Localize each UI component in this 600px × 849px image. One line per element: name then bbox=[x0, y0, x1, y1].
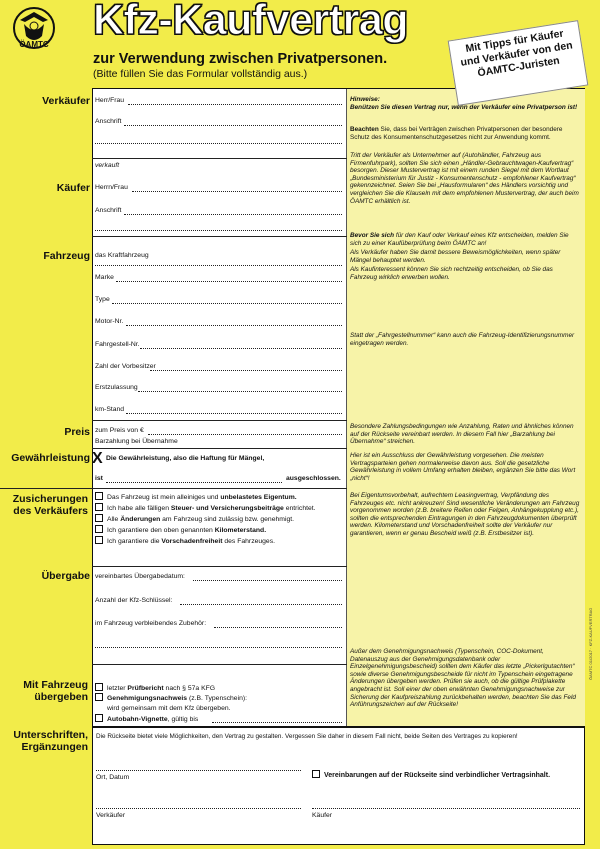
verkaeufer-info: Als Verkäufer haben Sie damit bessere Beweismöglichkeiten, wenn später Mängel behauptet werden. bbox=[350, 249, 561, 264]
kaufinteressent-info: Als Kaufinteressent können Sie sich rechtzeitig entscheiden, ob Sie das Fahrzeug wirklich erwerben wollen. bbox=[350, 266, 553, 281]
section-unterschriften: Unterschriften, Ergänzungen bbox=[13, 729, 88, 753]
anschrift-label: Anschrift bbox=[95, 118, 122, 125]
checkbox[interactable] bbox=[95, 492, 103, 500]
hinweise-block bbox=[350, 96, 580, 111]
uebergabedatum-field[interactable] bbox=[193, 580, 342, 581]
anschrift2-label: Anschrift bbox=[95, 207, 122, 214]
vignette-item[interactable] bbox=[95, 714, 198, 726]
section-preis: Preis bbox=[64, 426, 90, 438]
hinweise-title: Hinweise: bbox=[350, 96, 380, 103]
zubehoer-line2[interactable] bbox=[95, 647, 342, 648]
z3-post: am Fahrzeug sind zulässig bzw. genehmigt. bbox=[160, 516, 295, 523]
checkbox[interactable] bbox=[95, 693, 103, 701]
separator bbox=[92, 236, 347, 237]
z5-text: Ich garantiere die bbox=[107, 538, 162, 545]
verkaeufer-sig-label: Verkäufer bbox=[96, 812, 126, 819]
checkbox[interactable] bbox=[312, 770, 320, 778]
z2-post: entrichtet. bbox=[283, 505, 316, 512]
marke-label: Marke bbox=[95, 274, 114, 281]
preis-info: Besondere Zahlungsbedingungen wie Anzahlung, Raten und ähnliches können auf der Rückseite vereinbart werden. In diesem Fall hier „Barzahlung bei Übernahme“ streichen. bbox=[350, 423, 574, 446]
section-kaeufer: Käufer bbox=[56, 182, 90, 194]
vignette-field[interactable] bbox=[212, 722, 342, 723]
tips-badge: Mit Tipps für Käufer und Verkäufer von den ÖAMTC-Juristen bbox=[448, 20, 589, 106]
preis-label: zum Preis von € bbox=[95, 427, 144, 434]
beachten-block bbox=[350, 126, 580, 141]
entscheiden-body: für den Kauf oder Verkauf eines Kfz entscheiden, melden Sie sich zu einer Kaufüberprüfung beim ÖAMTC an! bbox=[350, 232, 569, 247]
kmstand-label: km-Stand bbox=[95, 406, 125, 413]
z1-bold: unbelastetes Eigentum. bbox=[220, 494, 297, 501]
gewaehrleistung-text: Die Gewährleistung, also die Haftung für Mängel, bbox=[106, 455, 265, 462]
schluessel-field[interactable] bbox=[180, 604, 342, 605]
buyer-name-field[interactable] bbox=[132, 191, 342, 192]
herr-frau-label: Herr/Frau bbox=[95, 97, 125, 104]
z2-text: Ich habe alle fälligen bbox=[107, 505, 171, 512]
seller-address-field[interactable] bbox=[124, 125, 342, 126]
ort-datum-field[interactable] bbox=[96, 770, 301, 771]
zusicherung-kilometer[interactable] bbox=[95, 525, 266, 537]
fahrgestell-field[interactable] bbox=[140, 348, 342, 349]
separator bbox=[92, 566, 347, 567]
m2-bold: Genehmigungsnachweis bbox=[107, 695, 188, 702]
vehicle-line[interactable] bbox=[95, 265, 342, 266]
logo-text: ÖAMTC bbox=[19, 40, 49, 49]
vorbesitzer-field[interactable] bbox=[150, 370, 342, 371]
fill-note: (Bitte füllen Sie das Formular vollständig aus.) bbox=[93, 68, 308, 80]
section-verkaeufer: Verkäufer bbox=[42, 95, 90, 107]
zusicherung-eigentum[interactable] bbox=[95, 492, 297, 504]
z4-bold: Kilometerstand. bbox=[214, 527, 267, 534]
unternehmer-block: Tritt der Verkäufer als Unternehmer auf (Autohändler, Fahrzeug aus Firmenfuhrpark), sollten Sie sich einen „Händler-Gebrauchtwagen-Kaufvertrag“ besorgen. Dieser Mustervertrag ist mit einem runden Siegel mit dem Wortlaut „Bundesministerium für Justiz - Konsumentenschutz - empfohlener Kaufvertrag“ gekennzeichnet. Seien Sie bei „Hausformularen“ des Händlers vorsichtig und vergleichen Sie die Klauseln mit dem empfohlenen Mustervertrag, der auch beim ÖAMTC erhältlich ist. bbox=[350, 152, 579, 205]
page-subtitle: zur Verwendung zwischen Privatpersonen. bbox=[93, 51, 388, 67]
m1-text: letzter bbox=[107, 685, 128, 692]
hinweise-body: Benützen Sie diesen Vertrag nur, wenn der Verkäufer eine Privatperson ist! bbox=[350, 103, 578, 111]
checkbox[interactable] bbox=[95, 514, 103, 522]
checkbox[interactable] bbox=[95, 536, 103, 544]
zusicherung-aenderungen[interactable] bbox=[95, 514, 294, 526]
rueckseite-item[interactable] bbox=[312, 770, 550, 782]
z3-bold: Änderungen bbox=[120, 516, 161, 523]
kraftfahrzeug-label: das Kraftfahrzeug bbox=[95, 252, 149, 259]
zusicherung-vorschaden[interactable] bbox=[95, 536, 275, 548]
zubehoer-field[interactable] bbox=[214, 627, 342, 628]
beachten-body: Sie, dass bei Verträgen zwischen Privatpersonen der besondere Schutz des Konsumentenschutzgesetzes nicht zur Anwendung kommt. bbox=[350, 126, 563, 141]
checkbox[interactable] bbox=[95, 683, 103, 691]
checkbox[interactable] bbox=[95, 714, 103, 722]
fahrgestell-label: Fahrgestell-Nr. bbox=[95, 341, 140, 348]
seller-name-field[interactable] bbox=[128, 104, 342, 105]
schluessel-label: Anzahl der Kfz-Schlüssel: bbox=[95, 597, 173, 604]
gewaehrleistung-checkmark[interactable]: X bbox=[92, 450, 103, 467]
zusicherung-steuer[interactable] bbox=[95, 503, 316, 515]
motor-field[interactable] bbox=[126, 325, 342, 326]
verkauft-label: verkauft bbox=[95, 162, 120, 169]
kaeufer-sig-label: Käufer bbox=[312, 812, 333, 819]
marke-field[interactable] bbox=[116, 281, 342, 282]
m1-bold: Prüfbericht bbox=[127, 685, 164, 692]
beachten-bold: Beachten bbox=[350, 126, 379, 133]
separator bbox=[92, 448, 347, 449]
genehmigung-sub: wird gemeinsam mit dem Kfz übergeben. bbox=[107, 705, 231, 712]
kaeufer-signature-field[interactable] bbox=[312, 808, 580, 809]
z3-text: Alle bbox=[107, 516, 121, 523]
entscheiden-bold: Bevor Sie sich bbox=[350, 232, 395, 239]
section-zusicherungen: Zusicherungen des Verkäufers bbox=[12, 493, 88, 517]
entscheiden-block bbox=[350, 232, 580, 247]
signature-box bbox=[92, 727, 585, 845]
mit-fahrzeug-info: Außer dem Genehmigungsnachweis (Typenschein, COC-Dokument, Datenauszug aus der Genehmigungsdatenbank oder Einzelgenehmigungsbescheid) sollten dem Käufer das letzte „Pickerlgutachten“ sowie diverse Genehmigungsbescheide für nicht im Typenschein eingetragene Änderungen übergeben werden. Prüfen sie auch, ob die gültige Prüfplakette angebracht ist. Soll einer der oben erwähnten Genehmigungsnachweise zur Sicherung der Kaufpreiszahlung zurückbehalten werden, beachten Sie das Feld Anführungszeichen auf der Rückseite! bbox=[350, 648, 576, 709]
genehmigung-item[interactable] bbox=[95, 693, 247, 705]
gewaehrleistung-info: Hier ist ein Ausschluss der Gewährleistung vorgesehen. Die meisten Vertragsparteien gehen normalerweise davon aus. Soll die gesetzliche Gewährleistung in vollem Umfang erhalten bleiben, ergänzen Sie bitte das Wort „nicht“! bbox=[350, 452, 576, 482]
ausgeschlossen-label: ausgeschlossen. bbox=[286, 475, 341, 482]
section-mit-fahrzeug: Mit Fahrzeug übergeben bbox=[23, 679, 88, 703]
z4-text: Ich garantiere den oben genannten bbox=[107, 527, 215, 534]
zusicherungen-info: Bei Eigentumsvorbehalt, aufrechtem Leasingvertrag, Verpfändung des Fahrzeuges etc. nicht ankreuzen! Sind wesentliche Veränderungen am Fahrzeug vorgenommen worden (z.B. breitere Reifen oder Felgen, Anhängekupplung etc.), sollten die entsprechenden Eintragungen in den Fahrzeugdokumenten überprüft werden. Kilometerstand und Vorschadenfreiheit sollte der Verkäufer nur garantieren, wenn er genau Bescheid weiß (z.B. Erstbesitzer ist). bbox=[350, 492, 580, 537]
side-code: ÖAMTC 01/2017 · KFZ-KAUFVERTRAG bbox=[588, 607, 593, 680]
erstzulassung-label: Erstzulassung bbox=[95, 384, 138, 391]
barzahlung-label: Barzahlung bei Übernahme bbox=[95, 438, 178, 445]
fahrgestell-info: Statt der „Fahrgestellnummer“ kann auch die Fahrzeug-Identifizierungsnummer eingetragen werden. bbox=[350, 332, 575, 347]
erstzulassung-field[interactable] bbox=[138, 391, 342, 392]
section-fahrzeug: Fahrzeug bbox=[43, 250, 90, 262]
type-label: Type bbox=[95, 296, 110, 303]
buyer-address-line2[interactable] bbox=[95, 230, 342, 231]
ist-label: ist bbox=[95, 475, 103, 482]
separator bbox=[92, 420, 347, 421]
separator bbox=[92, 158, 347, 159]
separator bbox=[0, 488, 92, 489]
uebergabedatum-label: vereinbartes Übergabedatum: bbox=[95, 573, 185, 580]
z2-bold: Steuer- und Versicherungsbeiträge bbox=[170, 505, 284, 512]
motor-label: Motor-Nr. bbox=[95, 318, 124, 325]
ort-datum-label: Ort, Datum bbox=[96, 774, 130, 781]
checkbox[interactable] bbox=[95, 503, 103, 511]
vorbesitzer-label: Zahl der Vorbesitzer bbox=[95, 363, 156, 370]
z5-bold: Vorschadenfreiheit bbox=[161, 538, 223, 545]
m3-bold: Autobahn-Vignette bbox=[107, 716, 168, 723]
separator bbox=[92, 488, 347, 489]
verkaeufer-signature-field[interactable] bbox=[96, 808, 301, 809]
checkbox[interactable] bbox=[95, 525, 103, 533]
m3-post: , gültig bis bbox=[167, 716, 199, 723]
m2-post: (z.B. Typenschein): bbox=[187, 695, 248, 702]
section-gewaehrleistung: Gewährleistung bbox=[11, 452, 90, 464]
type-field[interactable] bbox=[112, 303, 342, 304]
z5-post: des Fahrzeuges. bbox=[222, 538, 276, 545]
preis-field[interactable] bbox=[148, 434, 342, 435]
buyer-address-field[interactable] bbox=[124, 214, 342, 215]
page-title: Kfz-Kaufvertrag bbox=[93, 0, 409, 44]
m1-post: nach § 57a KFG bbox=[163, 685, 216, 692]
rueckseite-text: Vereinbarungen auf der Rückseite sind verbindlicher Vertragsinhalt. bbox=[324, 772, 551, 779]
z1-text: Das Fahrzeug ist mein alleiniges und bbox=[107, 494, 221, 501]
kmstand-field[interactable] bbox=[126, 413, 342, 414]
gewaehrleistung-field[interactable] bbox=[106, 482, 282, 483]
separator bbox=[92, 664, 347, 665]
seller-address-line2[interactable] bbox=[95, 143, 342, 144]
section-uebergabe: Übergabe bbox=[41, 570, 90, 582]
unterschriften-text: Die Rückseite bietet viele Möglichkeiten, den Vertrag zu gestalten. Vergessen Sie daher in diesem Fall nicht, beide Seiten des Vertrages zu kopieren! bbox=[96, 733, 518, 740]
herrn-frau-label: Herrn/Frau bbox=[95, 184, 128, 191]
zubehoer-label: im Fahrzeug verbleibendes Zubehör: bbox=[95, 620, 207, 627]
